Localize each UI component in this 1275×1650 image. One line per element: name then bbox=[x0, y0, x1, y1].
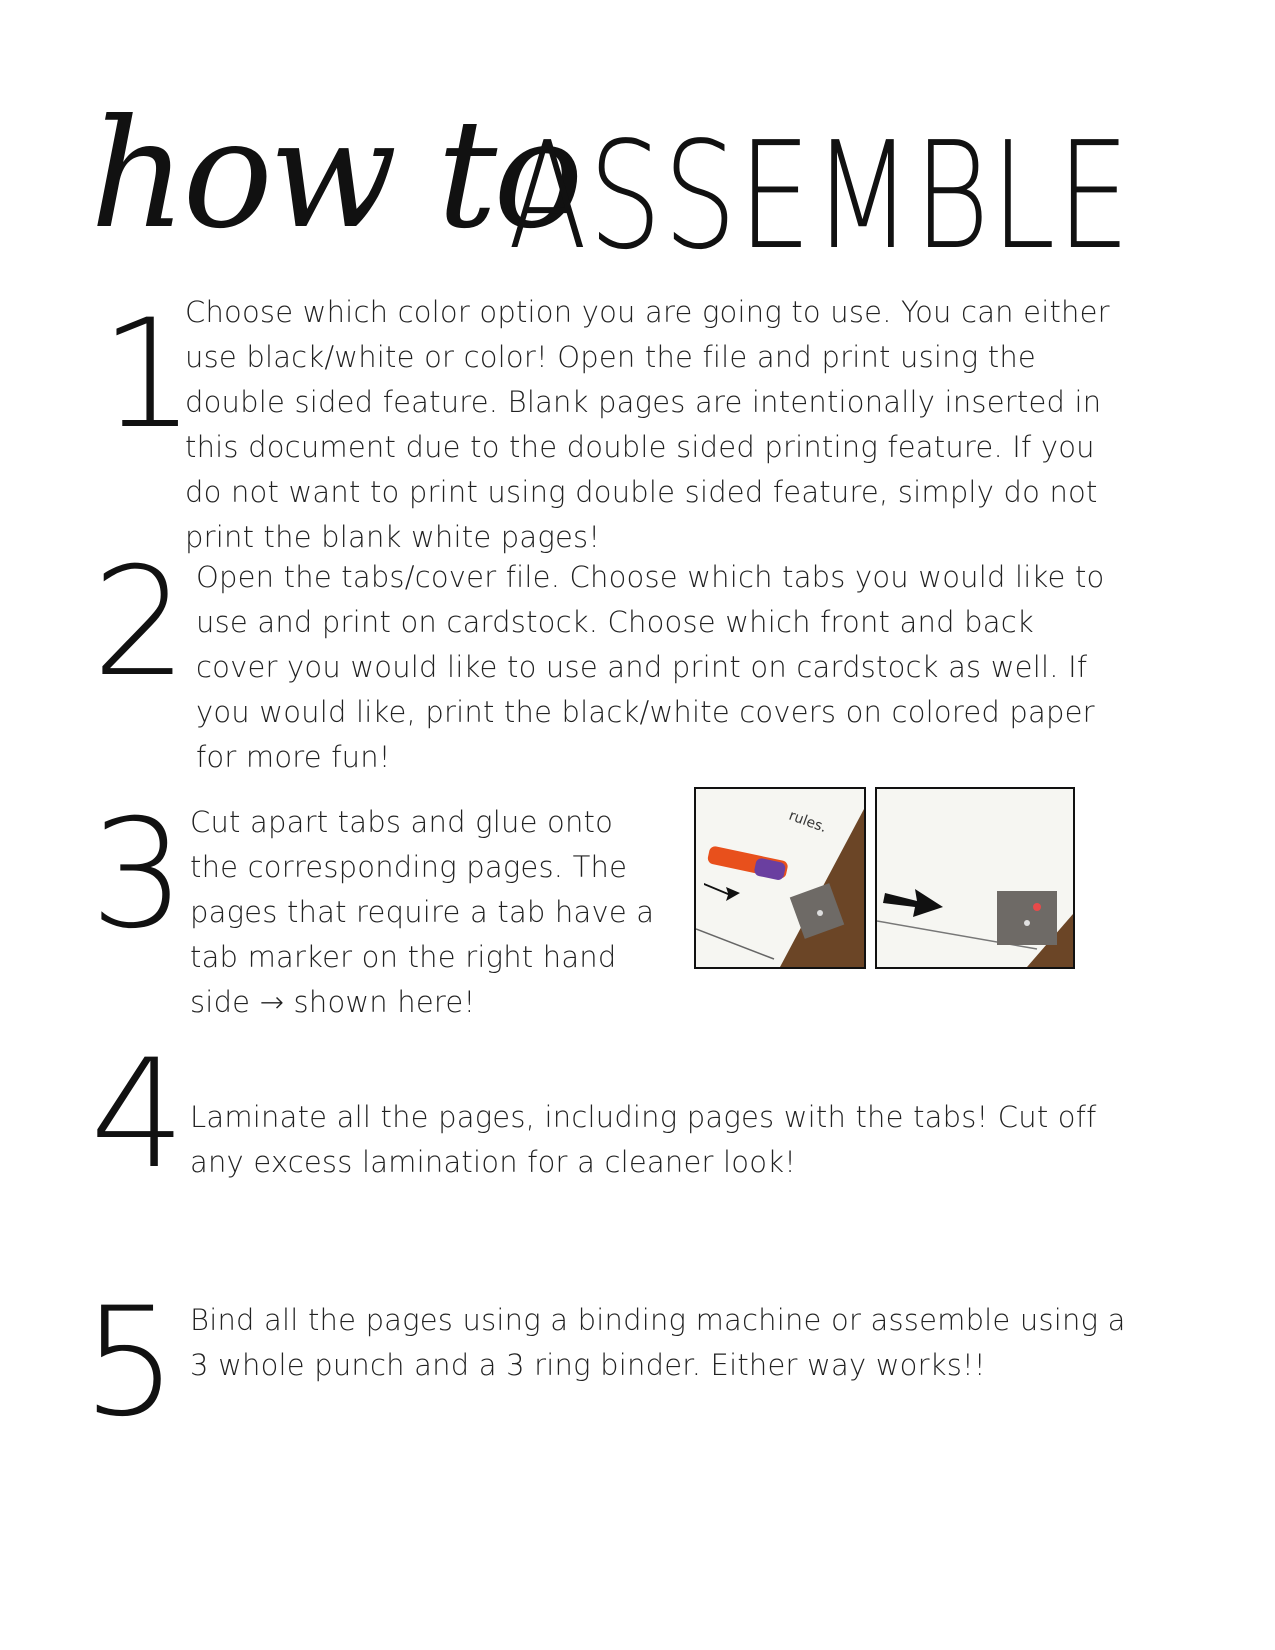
title-script: how to bbox=[90, 88, 580, 262]
step-4-text: Laminate all the pages, including pages with the tabs! Cut off any excess lamination for a cleaner look! bbox=[190, 1100, 1097, 1179]
photo-caption: rules. bbox=[786, 807, 829, 837]
tab-photo-glue bbox=[694, 787, 866, 969]
tab-photo-attached bbox=[875, 787, 1075, 969]
tab-photo-attached-illustration bbox=[877, 789, 1073, 967]
step-1-number: 1 bbox=[100, 288, 196, 462]
tab-photo-glue-illustration bbox=[696, 789, 864, 967]
step-1-text: Choose which color option you are going to use. You can either use black/white or color! Open the file and print using the double sided feature. Blank pages are intentionally inserted in this document due to the double sided printing feature. If you do not want to print using double sided feature, simply do not print the blank white pages! bbox=[185, 295, 1110, 554]
step-2-number: 2 bbox=[92, 536, 188, 710]
step-3-number: 3 bbox=[90, 788, 186, 962]
step-5-number: 5 bbox=[82, 1276, 178, 1450]
step-3-text: Cut apart tabs and glue onto the corresponding pages. The pages that require a tab have a tab marker on the right hand side → shown here! bbox=[190, 805, 655, 1019]
step-2-text: Open the tabs/cover file. Choose which tabs you would like to use and print on cardstock. Choose which front and back cover you would like to use and print on cardstock as well. If you would like, print the black/white covers on colored paper for more fun! bbox=[196, 560, 1105, 774]
step-4-number: 4 bbox=[90, 1028, 186, 1202]
title-caps: ASSEMBLE bbox=[508, 110, 1132, 282]
page-title bbox=[90, 70, 1132, 282]
step-5-text: Bind all the pages using a binding machine or assemble using a 3 whole punch and a 3 ring binder. Either way works!! bbox=[190, 1303, 1126, 1382]
